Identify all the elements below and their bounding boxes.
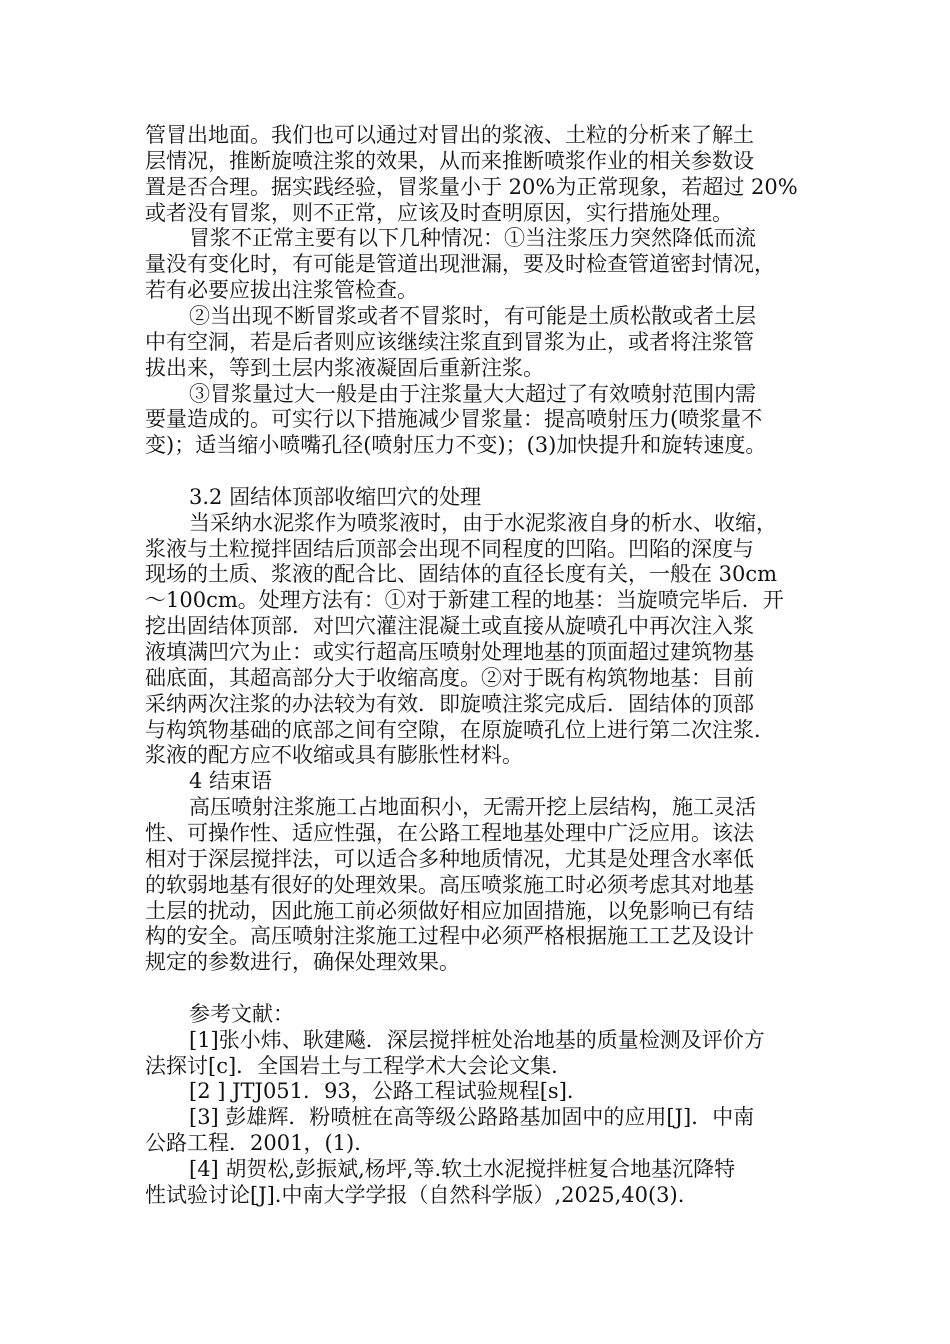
text-line: 规定的参数进行，确保处理效果。 xyxy=(145,950,460,975)
text-line: ②当出现不断冒浆或者不冒浆时，有可能是土质松散或者土层 xyxy=(189,303,756,328)
text-line: ～100cm。处理方法有：①对于新建工程的地基：当旋喷完毕后．开 xyxy=(145,588,784,613)
text-line: 现场的土质、浆液的配合比、固结体的直径长度有关，一般在 30cm xyxy=(145,562,778,587)
text-line: 土层的扰动，因此施工前必须做好相应加固措施，以免影响已有结 xyxy=(145,898,754,923)
text-line: 浆液的配方应不收缩或具有膨胀性材料。 xyxy=(145,743,523,768)
text-line: 中有空洞，若是后者则应该继续注浆直到冒浆为止，或者将注浆管 xyxy=(145,329,754,354)
text-line: 础底面，其超高部分大于收缩高度。②对于既有构筑物地基：目前 xyxy=(145,665,754,690)
text-line: 性试验讨论[J].中南大学学报（自然科学版）,2025,40(3). xyxy=(145,1182,685,1207)
text-line: 法探讨[c]．全国岩土与工程学术大会论文集． xyxy=(145,1053,573,1078)
text-line: 层情况，推断旋喷注浆的效果，从而来推断喷浆作业的相关参数设 xyxy=(145,148,754,173)
text-line: [4] 胡贺松,彭振斌,杨坪,等.软土水泥搅拌桩复合地基沉降特 xyxy=(189,1157,736,1181)
text-line: 高压喷射注浆施工占地面积小，无需开挖上层结构，施工灵活 xyxy=(189,795,756,820)
text-line: ③冒浆量过大一般是由于注浆量大大超过了有效喷射范围内需 xyxy=(189,381,756,406)
text-line: 置是否合理。据实践经验，冒浆量小于 20%为正常现象，若超过 20% xyxy=(145,174,798,199)
text-line: 4 结束语 xyxy=(189,769,273,794)
text-line: 公路工程．2001，(1)． xyxy=(145,1131,376,1156)
text-line: 构的安全。高压喷射注浆施工过程中必须严格根据施工工艺及设计 xyxy=(145,924,754,949)
text-line: 3.2 固结体顶部收缩凹穴的处理 xyxy=(189,484,482,509)
text-line: 拔出来，等到土层内浆液凝固后重新注浆。 xyxy=(145,355,544,380)
text-line: 浆液与土粒搅拌固结后顶部会出现不同程度的凹陷。凹陷的深度与 xyxy=(145,536,754,561)
text-line: 与构筑物基础的底部之间有空隙，在原旋喷孔位上进行第二次注浆． xyxy=(145,717,775,742)
text-line: [3] 彭雄辉．粉喷桩在高等级公路路基加固中的应用[J]．中南 xyxy=(189,1105,755,1130)
text-line: 或者没有冒浆，则不正常，应该及时查明原因，实行措施处理。 xyxy=(145,200,733,225)
text-line: 量没有变化时，有可能是管道出现泄漏，要及时检查管道密封情况， xyxy=(145,252,775,277)
text-line: 要量造成的。可实行以下措施减少冒浆量：提高喷射压力(喷浆量不 xyxy=(145,407,763,432)
text-line: 相对于深层搅拌法，可以适合多种地质情况，尤其是处理含水率低 xyxy=(145,846,754,871)
text-line: 液填满凹穴为止：或实行超高压喷射处理地基的顶面超过建筑物基 xyxy=(145,640,754,664)
text-line: 性、可操作性、适应性强，在公路工程地基处理中广泛应用。该法 xyxy=(145,820,754,845)
text-line: [1]张小炜、耿建飚．深层搅拌桩处治地基的质量检测及评价方 xyxy=(189,1027,765,1052)
text-line: 挖出固结体顶部．对凹穴灌注混凝土或直接从旋喷孔中再次注入浆 xyxy=(145,614,754,639)
text-line: 的软弱地基有很好的处理效果。高压喷浆施工时必须考虑其对地基 xyxy=(145,872,754,897)
text-line: 参考文献： xyxy=(189,1001,294,1026)
text-line: 若有必要应拔出注浆管检查。 xyxy=(145,278,418,303)
text-line: 采纳两次注浆的办法较为有效．即旋喷注浆完成后．固结体的顶部 xyxy=(145,691,754,716)
text-line: 冒浆不正常主要有以下几种情况：①当注浆压力突然降低而流 xyxy=(189,226,756,251)
text-line: 变)；适当缩小喷嘴孔径(喷射压力不变)；(3)加快提升和旋转速度。 xyxy=(145,433,767,458)
text-line: 当采纳水泥浆作为喷浆液时，由于水泥浆液自身的析水、收缩， xyxy=(189,510,777,535)
text-line: [2 ] JTJ051．93，公路工程试验规程[s]． xyxy=(189,1079,588,1104)
text-line: 管冒出地面。我们也可以通过对冒出的浆液、土粒的分析来了解土 xyxy=(145,123,754,147)
